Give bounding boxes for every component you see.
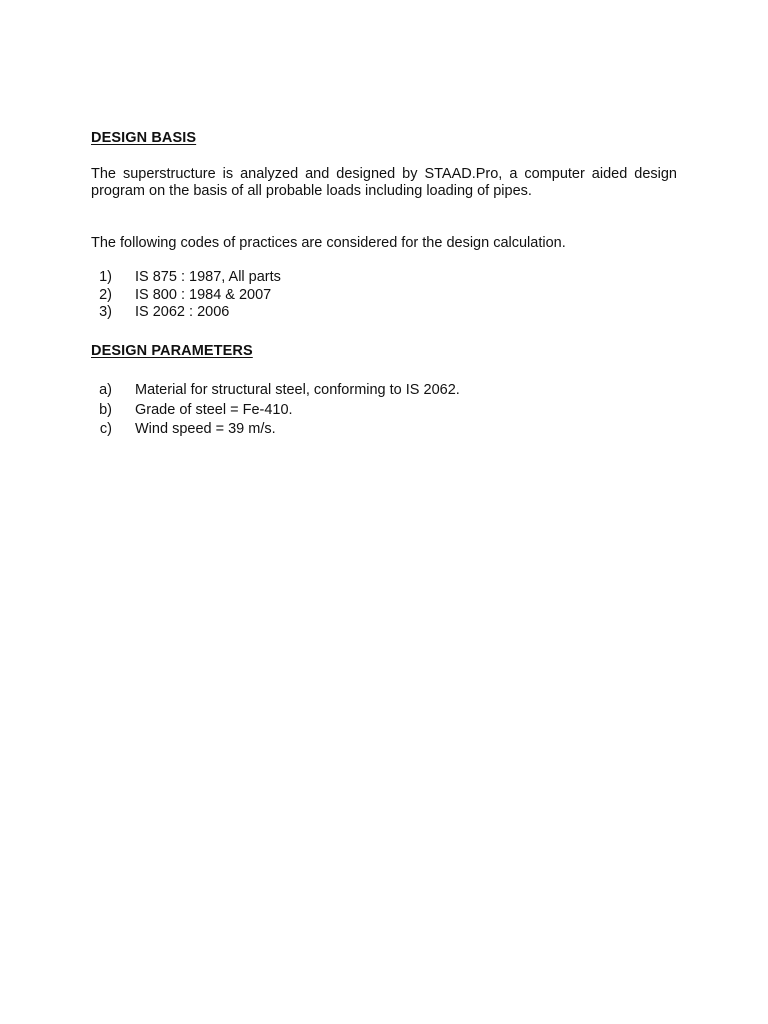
list-item-text: IS 875 : 1987, All parts	[135, 269, 281, 285]
codes-intro-line: The following codes of practices are considered for the design calculation.	[91, 235, 566, 251]
list-item-text: IS 800 : 1984 & 2007	[135, 286, 272, 303]
codes-intro-text	[91, 235, 677, 252]
list-item-text: Wind speed = 39 m/s.	[135, 421, 276, 437]
list-item-text: IS 2062 : 2006	[135, 304, 230, 320]
design-basis-paragraph	[91, 166, 677, 200]
paragraph-line-1: The superstructure is analyzed and designed by STAAD.Pro, a computer aided design	[91, 166, 677, 182]
document-page: DESIGN BASIS The superstructure is analyzed and designed by STAAD.Pro, a computer aided design program on the basis of all probable loads including loading of pipes. The following codes of practices are considered for the design calculation. 1) IS 875 : 1987, All parts 2) IS 800 : 1984 & 2007 3) IS 2062 : 2006 DESIGN PARAMETERS a) Material for structural steel, conforming to IS 2062. b) Grade of steel = Fe-410. c) Wind speed = 39 m/s.	[0, 0, 768, 1024]
paragraph-line-2: program on the basis of all probable loads including loading of pipes.	[91, 183, 532, 199]
design-basis-heading: DESIGN BASIS	[91, 130, 197, 146]
design-parameters-heading: DESIGN PARAMETERS	[91, 343, 253, 359]
list-item-text: Grade of steel = Fe-410.	[135, 401, 293, 418]
list-item-text: Material for structural steel, conforming to IS 2062.	[135, 382, 460, 398]
